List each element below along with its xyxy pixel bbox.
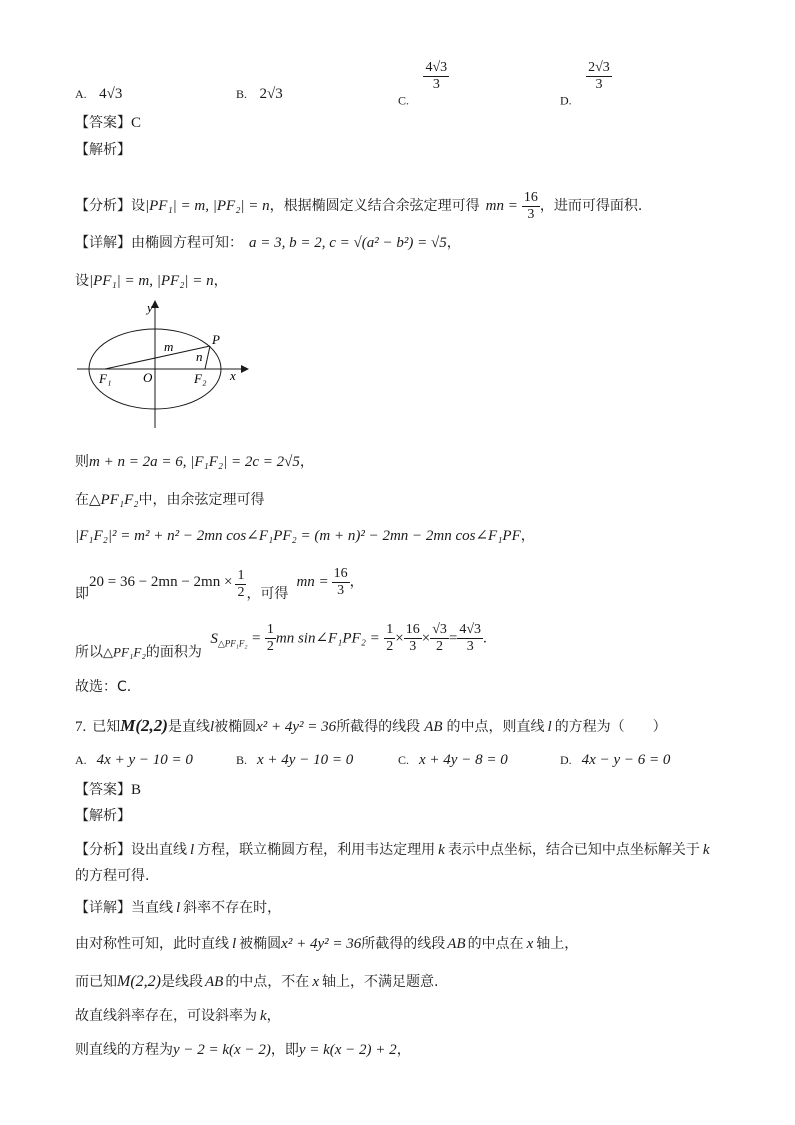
q6-in-text-2: 中，由余弦定理可得 <box>138 492 265 508</box>
q6-area-frac-5 <box>457 622 483 655</box>
q6-area-end: . <box>483 630 487 647</box>
q6-cos-end: ， <box>520 528 535 544</box>
q6-fenxi-math-1: |PF₁| = m, |PF₂| = n <box>145 198 270 214</box>
q6-ji-frac-den: 2 <box>237 585 245 600</box>
q6-then-text: 则 <box>75 454 89 470</box>
origin-label: O <box>143 370 153 385</box>
q7-xj-1: 当直线 <box>131 900 173 916</box>
q7-option-d-value: 4x − y − 6 = 0 <box>581 752 671 768</box>
q6-final-choice: 故选：C. <box>75 679 132 695</box>
q7-er-m: M(2,2) <box>117 973 161 990</box>
q6-area-frac-2 <box>384 622 395 655</box>
q6-let-end: ， <box>213 273 228 289</box>
q6-xiangjie-math: a = 3, b = 2, c = √(a² − b²) = √5 <box>249 235 447 251</box>
q6-ji-math-1: 20 = 36 − 2mn − 2mn × <box>89 574 233 590</box>
q7-xiangjie-line <box>75 898 281 918</box>
q6-area-f2-num: 1 <box>386 622 394 637</box>
q7-fenxi-k-2: k <box>702 842 710 858</box>
q6-fenxi-text-2: ，根据椭圆定义结合余弦定理可得 <box>269 198 480 214</box>
q6-then-math: m + n = 2a = 6, |F₁F₂| = 2c = 2√5 <box>89 454 300 470</box>
q7-fenxi-line-2: 的方程可得. <box>75 868 150 884</box>
segment-pf1 <box>105 346 210 369</box>
q7-stem-6: 的方程为（ ） <box>554 719 667 735</box>
f2-label: F₂ <box>194 371 207 386</box>
q6-then-end: ， <box>299 454 314 470</box>
q7-equation-line <box>75 1040 411 1060</box>
q6-xiangjie-line <box>75 233 461 253</box>
q7-option-a-value: 4x + y − 10 = 0 <box>96 752 193 768</box>
q7-xj-2: 斜率不存在时， <box>183 900 282 916</box>
q6-area-f1-den: 2 <box>266 639 274 654</box>
q6-xiangjie-end: ， <box>446 235 461 251</box>
q6-option-c-den: 3 <box>432 77 440 92</box>
q6-area-eq-2: = <box>448 630 458 647</box>
q7-sym-ab: AB <box>447 936 466 952</box>
q6-area-lhs: S <box>210 630 218 647</box>
q7-option-d-label: D. <box>560 753 572 767</box>
q6-fenxi-text-1: 设 <box>131 198 145 214</box>
q7-stem-4: 所截得的线段 <box>336 719 421 735</box>
f1-label: F₁ <box>99 371 112 386</box>
q6-then-line <box>75 452 314 472</box>
q7-answer <box>75 780 141 800</box>
q7-option-b-label: B. <box>236 753 248 767</box>
q7-analysis-heading: 【解析】 <box>75 808 131 824</box>
q7-option-a <box>75 750 193 770</box>
q7-er-4: 轴上，不满足题意. <box>321 974 439 990</box>
q7-xiangjie-tag: 【详解】 <box>75 900 131 916</box>
q6-option-d-fraction <box>586 60 612 93</box>
q7-fenxi-l: l <box>190 842 195 858</box>
segment-pf2 <box>205 346 210 369</box>
q6-fenxi-text-3: ，进而可得面积. <box>539 198 643 214</box>
q6-in-line <box>75 490 264 510</box>
q7-sym-5: 轴上， <box>536 936 579 952</box>
q6-suoyi-text-1: 所以 <box>75 644 103 661</box>
q6-option-d <box>560 60 612 109</box>
q7-gu-k: k <box>260 1008 267 1024</box>
q7-number: 7. <box>75 719 87 735</box>
q6-area-f2-den: 2 <box>386 639 394 654</box>
q6-answer-tag: 【答案】 <box>75 115 131 131</box>
q7-stem-5: 的中点，则直线 <box>446 719 545 735</box>
q6-area-sub: △PF₁F₂ <box>217 638 248 649</box>
q7-er-x: x <box>312 974 319 990</box>
q7-stem-1: 已知 <box>92 719 121 735</box>
q7-point-m: M(2,2) <box>120 716 168 735</box>
q6-area-f5-den: 3 <box>466 639 474 654</box>
n-label: n <box>196 349 203 364</box>
q6-ji-end: ， <box>349 574 364 590</box>
q6-suoyi-math: △PF₁F₂ <box>103 644 146 660</box>
q7-fenxi-k: k <box>438 842 445 858</box>
q6-option-a-label: A. <box>75 87 87 101</box>
q6-let-text: 设 <box>75 273 89 289</box>
x-axis-arrow <box>241 365 249 373</box>
q6-option-b <box>236 84 283 104</box>
q6-ji-frac2-num: 16 <box>333 566 348 581</box>
q6-area-frac-3 <box>404 622 422 655</box>
q7-fenxi-tag: 【分析】 <box>75 842 131 858</box>
q6-area-line <box>75 622 487 662</box>
q6-option-b-label: B. <box>236 87 248 101</box>
q6-area-f3-den: 3 <box>409 639 417 654</box>
q7-gu-1: 故直线斜率存在，可设斜率为 <box>75 1008 257 1024</box>
q6-option-a <box>75 84 122 104</box>
q6-area-frac-4 <box>430 622 449 655</box>
q6-area-f1-num: 1 <box>266 622 274 637</box>
q6-area-frac-1 <box>265 622 276 655</box>
q6-in-text-1: 在 <box>75 492 89 508</box>
q7-ze-1: 则直线的方程为 <box>75 1042 173 1058</box>
q6-option-c-num: 4√3 <box>425 60 448 75</box>
q6-ji-frac2-den: 3 <box>337 583 345 598</box>
q7-symmetry-line <box>75 934 578 954</box>
q7-er-ab: AB <box>204 974 224 990</box>
q7-sym-4: 的中点在 <box>467 936 524 952</box>
q6-fenxi-tag: 【分析】 <box>75 198 131 214</box>
q6-answer-value: C <box>131 115 142 131</box>
q7-option-a-label: A. <box>75 753 87 767</box>
q6-area-f3-num: 16 <box>405 622 420 637</box>
q7-option-c-label: C. <box>398 753 410 767</box>
q6-option-b-value: 2√3 <box>259 86 283 102</box>
q6-option-c <box>398 60 449 109</box>
q7-sym-l: l <box>232 936 237 952</box>
q6-ji-text-2: ，可得 <box>246 586 289 602</box>
q7-fenxi-1: 设出直线 <box>131 842 187 858</box>
q7-ze-2: ，即 <box>270 1042 299 1058</box>
q6-option-d-den: 3 <box>595 77 603 92</box>
q6-answer <box>75 113 141 133</box>
q7-sym-3: 所截得的线段 <box>361 936 446 952</box>
q6-xiangjie-tag: 【详解】 <box>75 235 131 251</box>
q6-fenxi-math-2: mn = <box>485 198 518 214</box>
q7-xj-l: l <box>176 900 181 916</box>
q6-ji-math-2: mn = <box>296 574 329 590</box>
q6-ji-text: 即 <box>75 586 89 602</box>
q7-option-b-value: x + 4y − 10 = 0 <box>257 752 354 768</box>
q7-sym-2: 被椭圆 <box>239 936 282 952</box>
q7-slope-line <box>75 1006 281 1026</box>
q7-er-3: 的中点，不在 <box>225 974 310 990</box>
q7-option-c-value: x + 4y − 8 = 0 <box>419 752 508 768</box>
q6-suoyi-text-2: 的面积为 <box>145 644 202 661</box>
q6-ji-fraction <box>235 568 246 601</box>
q7-line-l: l <box>209 719 215 735</box>
q7-option-c <box>398 750 508 770</box>
q7-fenxi-2: 方程，联立椭圆方程，利用韦达定理用 <box>197 842 436 858</box>
q6-analysis-heading: 【解析】 <box>75 142 131 158</box>
q7-sym-x: x <box>526 936 534 952</box>
q7-stem-2: 是直线 <box>167 719 210 735</box>
q6-cos-line <box>75 526 535 546</box>
q6-option-a-value: 4√3 <box>99 86 123 102</box>
q7-ze-m1: y − 2 = k(x − 2) <box>173 1042 271 1058</box>
q7-option-b <box>236 750 353 770</box>
q6-option-c-fraction <box>423 60 449 93</box>
x-axis-label: x <box>230 368 236 383</box>
q6-option-d-num: 2√3 <box>588 60 610 75</box>
q7-sym-eq: x² + 4y² = 36 <box>281 936 362 952</box>
q6-area-times-1: × <box>395 630 404 647</box>
q7-sym-1: 由对称性可知，此时直线 <box>75 936 229 952</box>
q7-option-d <box>560 750 670 770</box>
q7-gu-2: ， <box>266 1008 281 1024</box>
q7-stem-3: 被椭圆 <box>214 719 257 735</box>
q6-area-f5-num: 4√3 <box>459 622 482 637</box>
q6-fenxi-frac-den: 3 <box>527 207 535 222</box>
q6-xiangjie-text: 由椭圆方程可知： <box>131 235 243 251</box>
q6-area-f4-num: √3 <box>432 622 447 637</box>
q6-area-times-2: × <box>421 630 431 647</box>
q7-known-line <box>75 972 438 992</box>
q7-fenxi-3: 表示中点坐标，结合已知中点坐标解关于 <box>447 842 700 858</box>
m-label: m <box>164 339 174 354</box>
y-axis-label: y <box>147 300 153 315</box>
q7-answer-tag: 【答案】 <box>75 782 131 798</box>
q7-er-1: 而已知 <box>75 974 117 990</box>
q6-fenxi-frac-num: 16 <box>523 190 538 205</box>
ellipse-figure <box>70 298 250 433</box>
q7-fenxi-line-1 <box>75 840 710 860</box>
q6-area-f4-den: 2 <box>436 639 444 654</box>
q7-er-2: 是线段 <box>160 974 203 990</box>
q6-area-mid: mn sin∠F₁PF₂ = <box>275 630 380 647</box>
q7-ze-3: ， <box>396 1042 411 1058</box>
q7-segment-ab: AB <box>424 719 443 735</box>
p-label: P <box>212 332 220 347</box>
q7-ellipse-eq: x² + 4y² = 36 <box>256 719 337 735</box>
q7-line-l-2: l <box>547 719 552 735</box>
q6-fenxi-line <box>75 190 642 223</box>
q6-let-math: |PF₁| = m, |PF₂| = n <box>89 273 214 289</box>
q6-area-eq: = <box>251 630 261 647</box>
q6-option-c-label: C. <box>398 93 410 108</box>
q6-ji-fraction-2 <box>332 566 350 599</box>
q6-ji-line <box>75 566 364 603</box>
q6-cos-math: |F₁F₂|² = m² + n² − 2mn cos∠F₁PF₂ = (m + n)² − 2mn − 2mn cos∠F₁PF <box>75 528 521 544</box>
q6-fenxi-fraction <box>522 190 540 223</box>
q6-in-math: △PF₁F₂ <box>89 492 139 508</box>
q7-ze-m2: y = k(x − 2) + 2 <box>298 1042 397 1058</box>
q6-ji-frac-num: 1 <box>237 568 245 583</box>
q6-let-line <box>75 271 228 291</box>
q7-answer-value: B <box>131 782 142 798</box>
q6-option-d-label: D. <box>560 93 572 108</box>
q7-stem <box>75 716 667 737</box>
